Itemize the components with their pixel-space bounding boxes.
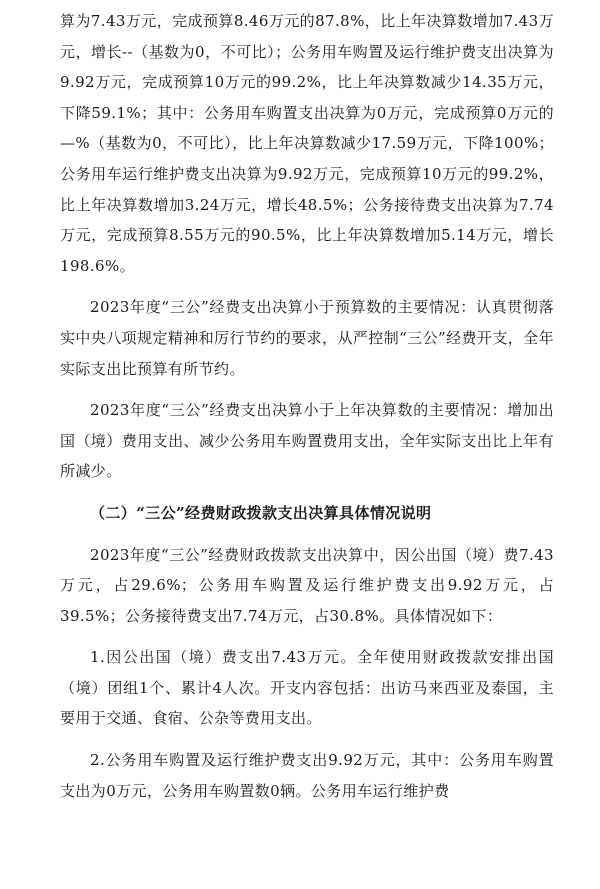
paragraph-prior-year-comparison: 2023年度“三公”经费支出决算小于上年决算数的主要情况：增加出国（境）费用支出、减少公务用车购置费用支出，全年实际支出比上年有所减少。 — [60, 401, 554, 481]
paragraph-overseas-travel: 1.因公出国（境）费支出7.43万元。全年使用财政拨款安排出国（境）团组1个、累计4人次。开支内容包括：出访马来西亚及泰国，主要用于交通、食宿、公杂等费用支出。 — [60, 648, 554, 728]
paragraph-budget-comparison: 2023年度“三公”经费支出决算小于预算数的主要情况：认真贯彻落实中央八项规定精神和厉行节约的要求，从严控制“三公”经费开支，全年实际支出比预算有所节约。 — [60, 298, 554, 378]
paragraph-allocation-breakdown: 2023年度“三公”经费财政拨款支出决算中，因公出国（境）费7.43万元，占29.6%；公务用车购置及运行维护费支出9.92万元，占39.5%；公务接待费支出7.74万元，占30.8%。具体情况如下： — [60, 545, 554, 625]
section-heading: （二）“三公”经费财政拨款支出决算具体情况说明 — [90, 503, 432, 522]
paragraph-expense-summary: 算为7.43万元，完成预算8.46万元的87.8%，比上年决算数增加7.43万元，增长--（基数为0，不可比）；公务用车购置及运行维护费支出决算为9.92万元，完成预算10万元的99.2%，比上年决算数减少14.35万元，下降59.1%；其中：公务用车购置支出决算为0万元，完成预算0万元的—%（基数为0，不可比），比上年决算数减少17.59万元，下降100%；公务用车运行维护费支出决算为9.92万元，完成预算10万元的99.2%，比上年决算数增加3.24万元，增长48.5%；公务接待费支出决算为7.74万元，完成预算8.55万元的90.5%，比上年决算数增加5.14万元，增长198.6%。 — [60, 12, 554, 275]
paragraph-vehicle-expenses: 2.公务用车购置及运行维护费支出9.92万元，其中：公务用车购置支出为0万元，公务用车购置数0辆。公务用车运行维护费 — [60, 751, 554, 800]
document-page — [60, 6, 554, 806]
